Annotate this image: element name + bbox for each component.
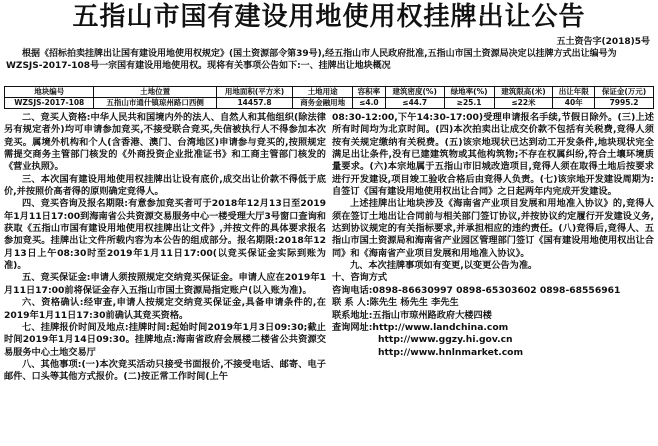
page-title: 五指山市国有建设用地使用权挂牌出让公告 (72, 2, 586, 32)
contact-people: 联 系 人:陈先生 杨先生 李先生 (332, 297, 459, 309)
section-paragraph: 九、本次挂牌事项如有变更,以变更公告为准。 (350, 260, 538, 272)
section-paragraph: 八、其他事项:(一)本次竞买活动只接受书面报价,不接受电话、邮寄、电子邮件、口头等其他方式报价。(二)按正常工作时间(上午 (4, 358, 326, 383)
table-cell: ≤44.7 (385, 98, 444, 109)
section-paragraph: 08:30-12:00,下午14:30-17:00)受理申请报名手续,节假日除外。(三)上述所有时间均为北京时间。(四)本次拍卖出让成交价款不包括有关税费,竞得人须按有关规定缴纳有关税费。(五)该宗地现状已达到动工开发条件,地块现状完全满足出让条件,没有已建建筑物或其他构筑物;不存在权属纠纷,符合土壤环境质量要求。(六)本宗地属于五指山市旧城改造项目,竞得人须在取得土地后按要求进行开发建设,项目竣工验收合格后由竞得人负责。(七)该宗地开发建设周期为:自签订《国有建设用地使用权出让合同》之日起两年内完成开发建设。 (332, 112, 654, 198)
intro-paragraph: 根据《招标拍卖挂牌出让国有建设用地使用权规定》(国土资源部令第39号),经五指山市人民政府批准,五指山市国土资源局决定以挂牌方式出让编号为WZSJS-2017-108号一宗国有建设用地使用权。现将有关事项公告如下:一、挂牌出让地块概况 (6, 49, 617, 71)
table-header-cell: 出让年限 (553, 87, 595, 98)
table-header-cell: 建筑密度(%) (385, 87, 444, 98)
table-cell: ≤22米 (494, 98, 553, 109)
section-paragraph: 五、竞买保证金:申请人须按照规定交纳竞买保证金。申请人应在2019年1月11日17:00前将保证金存入五指山市国土资源局指定账户(以入账为准)。 (4, 272, 326, 296)
contact-heading: 十、咨询方式 (332, 272, 388, 284)
table-header-cell: 绿地率(%) (444, 87, 494, 98)
table-header-row (5, 87, 654, 98)
left-column (4, 112, 326, 384)
contact-phone: 咨询电话:0898-86630997 0898-65303602 0898-68556961 (332, 284, 621, 296)
contact-address: 联系地址:五指山市琼州路政府大楼四楼 (332, 309, 492, 321)
parcel-table (4, 86, 654, 109)
document-number: 五土资告字(2018)5号 (556, 37, 650, 47)
table-cell: 14457.8 (216, 98, 293, 109)
table-cell: 40年 (553, 98, 595, 109)
table-cell: WZSJS-2017-108 (5, 98, 94, 109)
table-header-cell: 土地位置 (94, 87, 216, 98)
table-cell: 7995.2 (595, 98, 654, 109)
contact-website-link[interactable]: 查询网址:http://www.landchina.com (332, 321, 509, 333)
table-header-cell: 地块编号 (5, 87, 94, 98)
table-header-cell: 容积率 (352, 87, 385, 98)
table-header-cell: 用地面积(平方米) (216, 87, 293, 98)
section-paragraph: 上述挂牌出让地块涉及《海南省产业项目发展和用地准入协议》的,竞得人须在签订土地出让合同前与相关部门签订协议,并按协议约定履行开发建设义务,达到协议规定的有关指标要求,并承担相应的违约责任。(八)竞得后,竞得人、五指山市国土资源局和海南省产业园区管理部门签订《国有建设用地使用权出让合同》和《海南省产业项目发展和用地准入协议》。 (332, 198, 654, 259)
table-cell: ≤4.0 (352, 98, 385, 109)
table-cell: 五指山市通什镇琼州路口西侧 (94, 98, 216, 109)
table-cell: 商务金融用地 (293, 98, 353, 109)
section-paragraph: 六、资格确认:经审查,申请人按规定交纳竞买保证金,具备申请条件的,在2019年1月11日17:30前确认其竞买资格。 (4, 297, 326, 321)
table-header-cell: 保证金(万元) (595, 87, 654, 98)
right-column (332, 112, 654, 359)
section-paragraph: 七、挂牌报价时间及地点:挂牌时间:起始时间2019年1月3日09:30;截止时间2019年1月14日09:30。挂牌地点:海南省政府会展楼二楼省公共资源交易服务中心土地交易厅 (4, 321, 326, 358)
contact-website-link[interactable]: http://www.hnlnmarket.com (378, 346, 524, 358)
table-cell: ≥25.1 (444, 98, 494, 109)
contact-website-link[interactable]: http://www.ggzy.hi.gov.cn (378, 334, 513, 346)
section-paragraph: 三、本次国有建设用地使用权挂牌出让设有底价,成交出让价款不得低于底价,并按照价高者得的原则确定竞得人。 (4, 173, 326, 198)
table-header-cell: 建筑限高(米) (494, 87, 553, 98)
contact-block (332, 272, 654, 358)
section-paragraph: 二、竞买人资格:中华人民共和国境内外的法人、自然人和其他组织(除法律另有规定者外)均可申请参加竞买,不接受联合竞买,失信被执行人不得参加本次竞买。属境外机构和个人(含香港、澳门、台湾地区)申请参与竞买的,按照规定需提交商务主管部门核发的《外商投资企业批准证书》和工商主管部门核发的《营业执照》。 (4, 112, 326, 173)
table-header-cell: 土地用途 (293, 87, 353, 98)
section-paragraph: 四、竞买咨询及报名期限:有意参加竞买者可于2018年12月13日至2019年1月11日17:00到海南省公共资源交易服务中心一楼受理大厅3号窗口查询和获取《五指山市国有建设用地使用权挂牌出让文件》,并按文件的具体要求报名参加竞买。挂牌出让文件所载内容为本公告的组成部分。报名期限:2018年12月13日上午08:30时至2019年1月11日17:00(以竞买保证金实际到账为准)。 (4, 198, 326, 272)
table-row (5, 98, 654, 109)
